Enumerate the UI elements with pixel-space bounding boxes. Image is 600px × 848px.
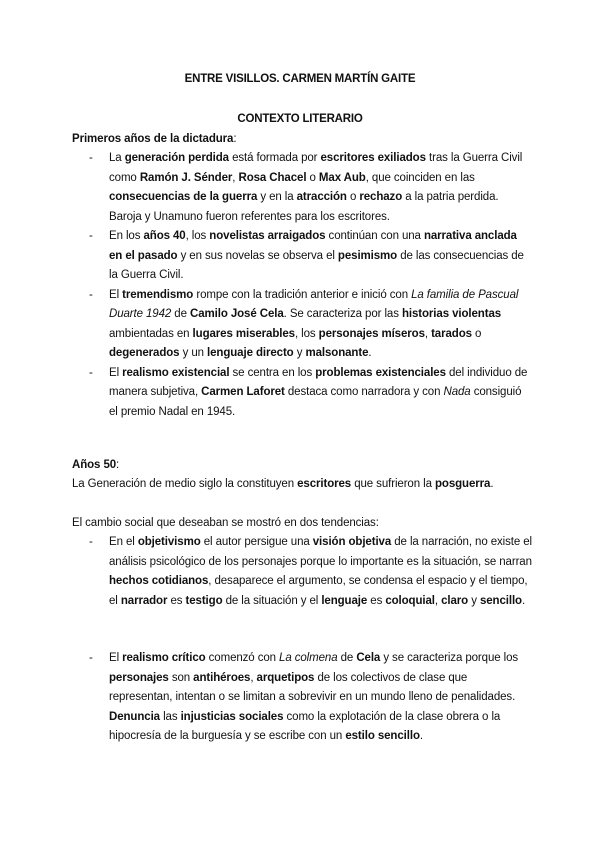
bullet-dash: - (89, 288, 93, 301)
text-run: , (232, 171, 239, 184)
text-run: Baroja y Unamuno fueron referentes para los escritores. (109, 210, 390, 223)
bold-term: tarados (431, 327, 472, 340)
bold-term: narrativa anclada en el pasado (109, 230, 517, 262)
text-run: El cambio social que deseaban se mostró en dos tendencias: (72, 517, 379, 529)
bold-term: escritores (297, 478, 352, 490)
bold-term: lenguaje (321, 594, 368, 607)
list-spacer (72, 630, 532, 649)
text-run: El (109, 366, 123, 379)
bullet-dash: - (89, 366, 93, 379)
text-run: comenzó con (205, 652, 280, 664)
bold-term: generación perdida (124, 152, 229, 164)
list-item-text (109, 149, 532, 208)
bold-term: narrador (120, 594, 168, 607)
bold-term: realismo existencial (122, 366, 230, 379)
document-title: ENTRE VISILLOS. CARMEN MARTÍN GAITE (184, 73, 416, 85)
section-title-contexto: CONTEXTO LITERARIO (237, 113, 363, 125)
bold-term: novelistas arraigados (209, 230, 326, 242)
text-run: y en la (257, 191, 297, 203)
text-run: El (109, 288, 123, 301)
text-run: y en sus novelas se observa el (177, 249, 338, 262)
text-run: que sufrieron la (351, 478, 435, 490)
text-run: es (367, 594, 386, 607)
bold-term: malsonante (305, 347, 369, 359)
bullet-dash: - (89, 230, 93, 242)
bold-term: escritores exiliados (320, 152, 426, 164)
text-run: . Se caracteriza por las (283, 308, 402, 320)
bold-term: posguerra (434, 478, 491, 490)
text-run: las (159, 710, 181, 723)
bold-term: hechos cotidianos (109, 575, 209, 587)
bullet-dash: - (89, 652, 93, 664)
text-run: ambientadas en (109, 327, 193, 340)
bold-term: Carmen Laforet (201, 386, 285, 398)
text-run: continúan con una (325, 230, 424, 242)
list-spacer (72, 611, 532, 630)
text-run: de los colectivos de clase que representan, intentan o se limitan a sobrevivir en un mundo lleno de penalidades. (109, 671, 516, 703)
list-item (72, 286, 532, 364)
bold-term: coloquial (385, 594, 435, 607)
text-run: como la explotación de la clase obrera o la hipocresía de la burguesía y se escribe con un (109, 710, 501, 742)
heading-text: Primeros años de la dictadura (72, 133, 234, 145)
list-item-note (109, 208, 532, 228)
bold-term: historias violentas (401, 308, 502, 320)
bold-term: antihéroes (193, 671, 251, 684)
italic-title: Nada (443, 386, 471, 398)
bold-term: problemas existenciales (315, 366, 446, 379)
bold-term: visión objetiva (312, 536, 392, 548)
bullet-dash: - (89, 536, 93, 548)
text-run: . (419, 730, 423, 742)
paragraph-cambio-social (72, 514, 532, 534)
list-item-text (109, 649, 532, 747)
bold-term: rechazo (359, 191, 403, 203)
text-run: es (167, 594, 186, 607)
bold-term: realismo crítico (122, 652, 206, 664)
text-run: y (468, 594, 480, 607)
bold-term: estilo sencillo (345, 730, 420, 742)
bold-term: Camilo José Cela (190, 308, 284, 320)
list-item (72, 227, 532, 286)
bold-term: Ramón J. Sénder (139, 171, 233, 184)
text-run: destaca como narradora y con (284, 386, 444, 398)
text-run: En el (109, 536, 138, 548)
bold-term: Rosa Chacel (238, 171, 307, 184)
text-run: de la narración, no existe el análisis psicológico de los personajes porque lo importante es la situación, se narran (109, 536, 532, 568)
text-run: El (109, 652, 123, 664)
text-run: , (250, 671, 257, 684)
bold-term: testigo (185, 594, 223, 607)
text-run: está formada por (228, 152, 321, 164)
list-primeros-anos (72, 149, 532, 422)
list-item-text (109, 286, 532, 364)
text-run: de las consecuencias de la Guerra Civil. (109, 249, 524, 281)
text-run: , que coinciden en las (365, 171, 475, 184)
list-item (72, 649, 532, 747)
bold-term: personajes míseros (318, 327, 425, 340)
text-run: , (434, 594, 442, 607)
text-run: La (109, 152, 125, 164)
bold-term: arquetipos (256, 671, 315, 684)
heading-anos-50 (72, 456, 119, 476)
paragraph-generacion-medio-siglo (72, 475, 532, 495)
bold-term: Denuncia (109, 710, 160, 723)
bold-term: claro (441, 594, 469, 607)
heading-colon: : (116, 459, 120, 471)
bold-term: consecuencias de la guerra (109, 191, 258, 203)
bold-term: pesimismo (337, 249, 398, 262)
list-item (72, 149, 532, 227)
bold-term: objetivismo (137, 536, 201, 548)
text-run: , desaparece el argumento, se condensa el espacio y el tiempo, el (109, 575, 528, 607)
bold-term: sencillo (479, 594, 522, 607)
text-run: de (337, 652, 357, 664)
text-run: el autor persigue una (200, 536, 313, 548)
list-item-text (109, 364, 532, 423)
italic-title: La colmena (279, 652, 338, 664)
text-run: y se caracteriza porque los (380, 652, 519, 664)
text-run: o (471, 327, 482, 340)
bold-term: lugares miserables (192, 327, 295, 340)
bold-term: degenerados (109, 347, 180, 359)
text-run: de la situación y el (222, 594, 322, 607)
text-run: del individuo de manera subjetiva, (109, 366, 528, 398)
text-run: . (368, 347, 372, 359)
text-run: son (168, 671, 194, 684)
heading-primeros-anos (72, 130, 236, 150)
text-run: consiguió el premio Nadal en 1945. (109, 386, 522, 418)
text-run: y un (179, 347, 208, 359)
text-run: . (490, 478, 494, 490)
bold-term: lenguaje directo (207, 347, 294, 359)
heading-colon: : (233, 133, 237, 145)
bold-term: años 40 (143, 230, 186, 242)
bold-term: Max Aub (318, 171, 366, 184)
text-run: rompe con la tradición anterior e inició con (193, 288, 412, 301)
text-run: y (293, 347, 306, 359)
bold-term: injusticias sociales (180, 710, 284, 723)
bullet-dash: - (89, 152, 93, 164)
text-run: o (306, 171, 319, 184)
bold-term: tremendismo (122, 288, 194, 301)
text-run: , los (185, 230, 210, 242)
text-run: a la patria perdida. (402, 191, 499, 203)
heading-text: Años 50 (72, 459, 117, 471)
list-anos-50 (72, 533, 532, 747)
text-run: o (346, 191, 360, 203)
text-run: La Generación de medio siglo la constituyen (72, 478, 298, 490)
text-run: , (424, 327, 432, 340)
text-run: tras la Guerra Civil como (109, 152, 523, 184)
text-run: se centra en los (229, 366, 316, 379)
list-item-text (109, 227, 532, 286)
italic-title: La familia de Pascual Duarte 1942 (109, 288, 519, 320)
bold-term: personajes (109, 671, 169, 684)
bold-term: atracción (296, 191, 347, 203)
text-run: , los (294, 327, 319, 340)
list-item (72, 533, 532, 611)
list-item (72, 364, 532, 423)
text-run: de (171, 308, 190, 320)
list-item-text (109, 533, 532, 611)
text-run: . (521, 594, 526, 607)
bold-term: Cela (356, 652, 381, 664)
text-run: En los (109, 230, 144, 242)
